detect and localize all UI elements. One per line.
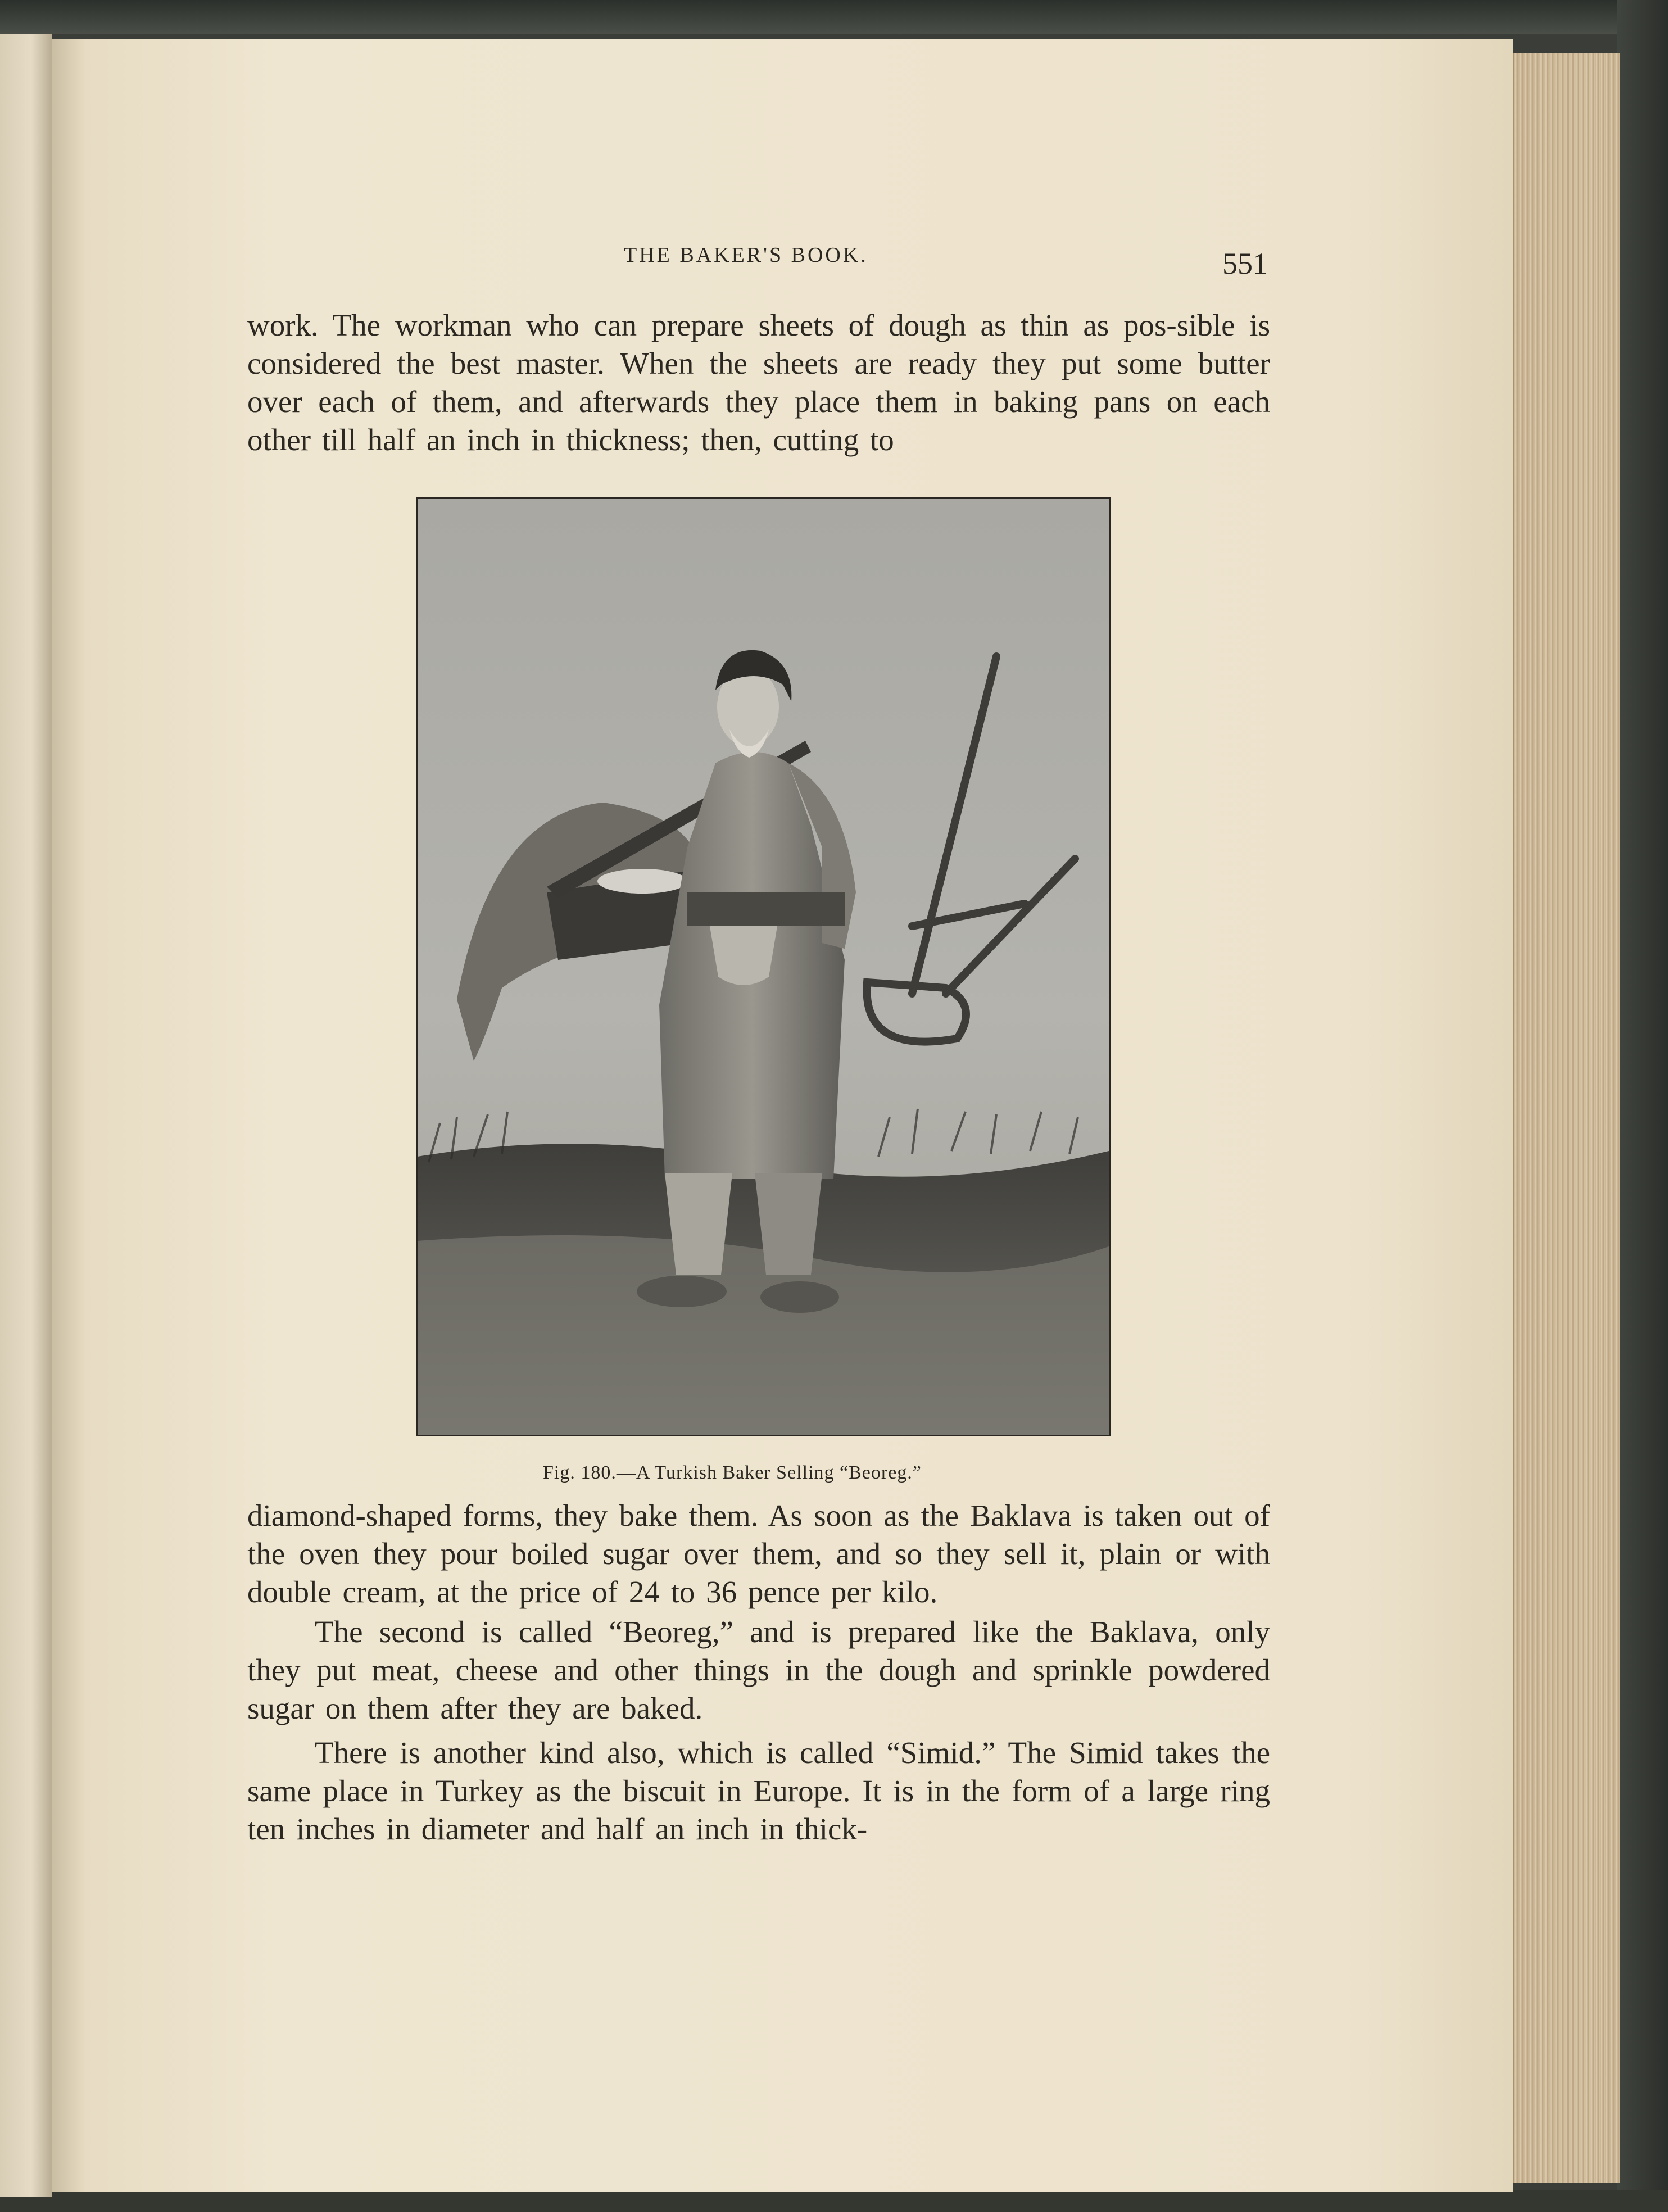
book-cover-top — [0, 0, 1668, 34]
paragraph: There is another kind also, which is called “Simid.” The Simid takes the same place in Turkey as the biscuit in Europe. It is in the form of a large ring ten inches in diameter and half an inch in thick- — [247, 1735, 1270, 1846]
figure-photograph — [416, 497, 1111, 1436]
book-cover-right — [1617, 0, 1668, 2212]
paragraph-continued: work. The workman who can prepare sheets of dough as thin as pos-sible is considered the best master. When the sheets are ready they put some butter over each of them, and afterwards they place them in baking pans on each other till half an inch in thickness; then, cutting to — [247, 308, 1270, 457]
paragraph: The second is called “Beoreg,” and is prepared like the Baklava, only they put meat, cheese and other things in the dough and sprinkle powdered sugar on them after they are baked. — [247, 1615, 1270, 1725]
baker-photo-illustration — [418, 499, 1109, 1435]
running-head: THE BAKER'S BOOK. — [624, 243, 868, 267]
paragraph: diamond-shaped forms, they bake them. As soon as the Baklava is taken out of the oven they pour boiled sugar over them, and so they sell it, plain or with double cream, at the price of 24 to 36 pence per kilo. — [247, 1498, 1270, 1609]
book-cover-bottom — [0, 2190, 1668, 2212]
figure-caption: Fig. 180.—A Turkish Baker Selling “Beoreg.” — [543, 1462, 922, 1483]
facing-page-edge — [0, 34, 52, 2197]
page-number: 551 — [1222, 247, 1268, 280]
page-edges — [1513, 53, 1620, 2183]
